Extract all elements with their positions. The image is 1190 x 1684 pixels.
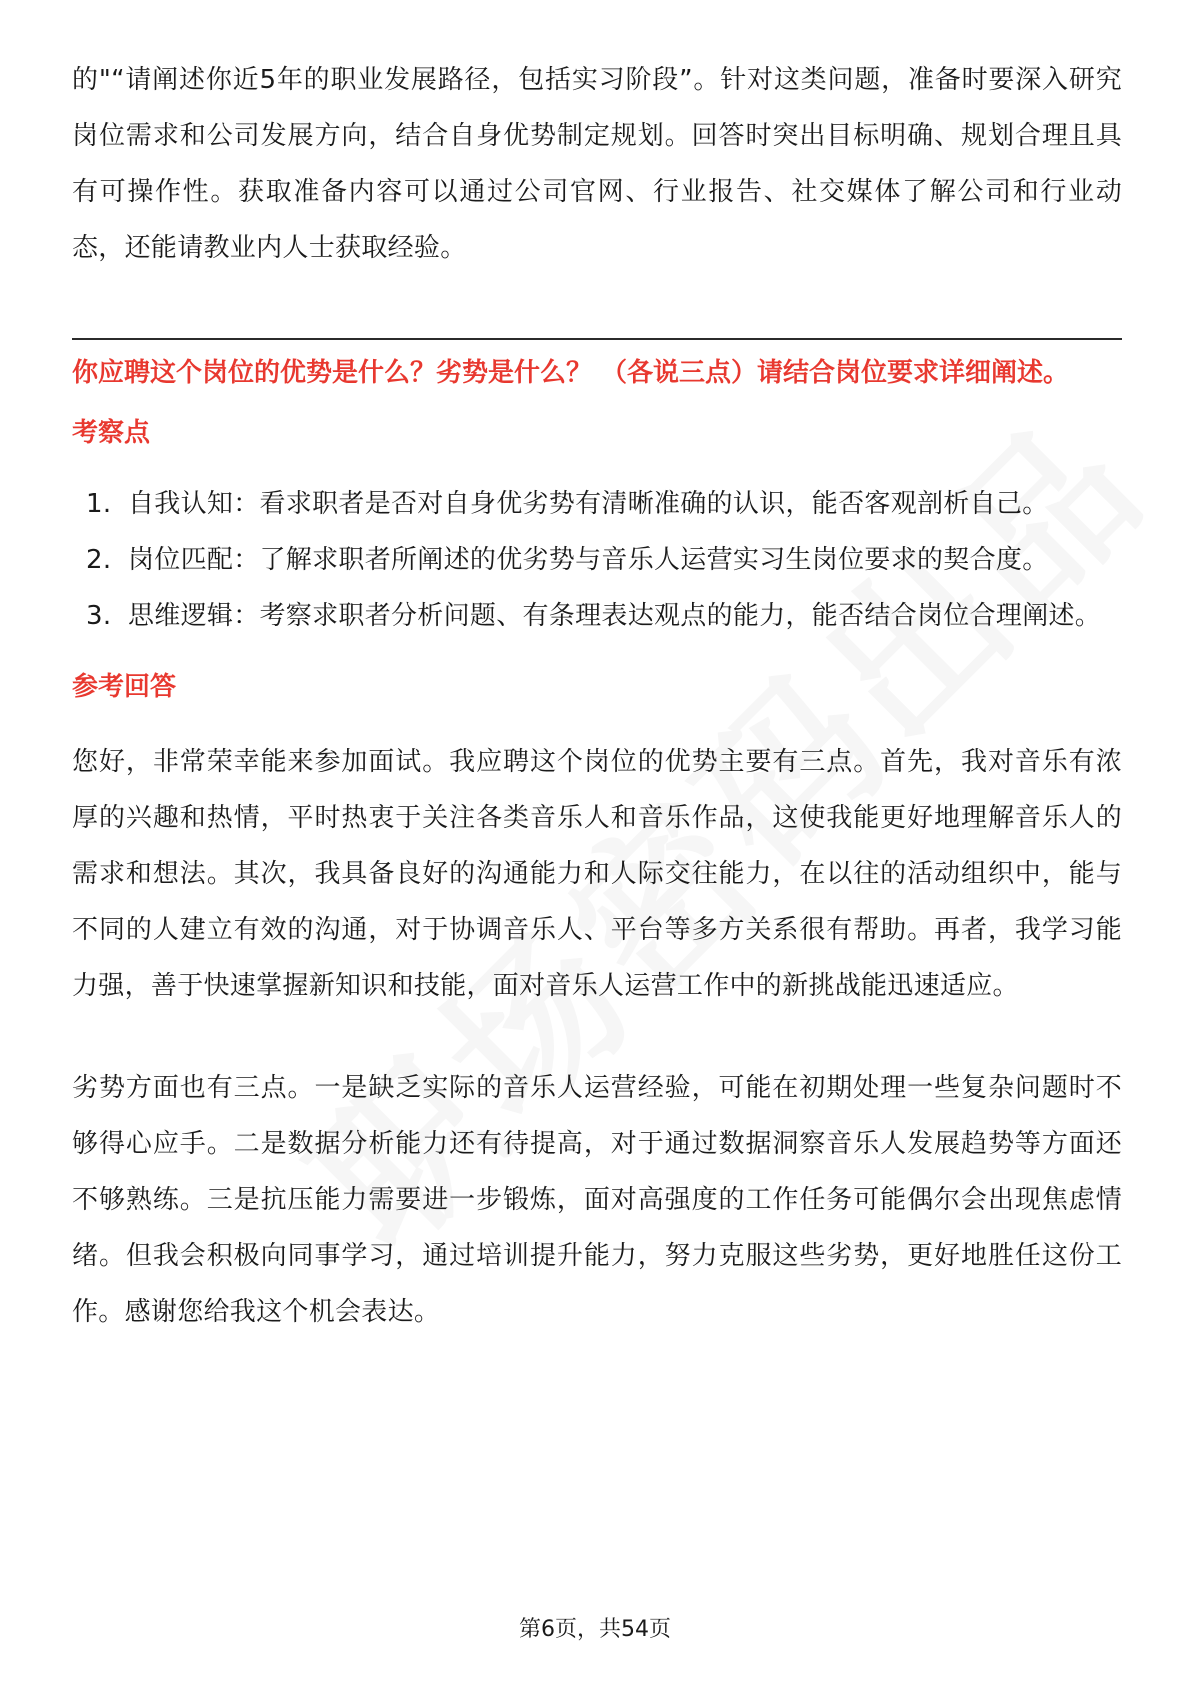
list-item-number: 1. xyxy=(86,489,112,519)
page-number: 第6页，共54页 xyxy=(519,1617,671,1642)
answer-paragraph-weaknesses: 劣势方面也有三点。一是缺乏实际的音乐人运营经验，可能在初期处理一些复杂问题时不够得心应手。二是数据分析能力还有待提高，对于通过数据洞察音乐人发展趋势等方面还不够熟练。三是抗压能力需要进一步锻炼，面对高强度的工作任务可能偶尔会出现焦虑情绪。但我会积极向同事学习，通过培训提升能力，努力克服这些劣势，更好地胜任这份工作。感谢您给我这个机会表达。 xyxy=(72,1073,1122,1327)
list-item-text: 自我认知：看求职者是否对自身优劣势有清晰准确的认识，能否客观剖析自己。 xyxy=(128,489,1049,519)
assessment-list xyxy=(72,476,1122,644)
section-divider xyxy=(72,338,1122,340)
list-item-number: 2. xyxy=(86,545,112,575)
question-heading: 你应聘这个岗位的优势是什么？劣势是什么？ （各说三点）请结合岗位要求详细阐述。 xyxy=(72,358,1070,388)
list-item xyxy=(72,588,1122,644)
answer-paragraph-strengths: 您好，非常荣幸能来参加面试。我应聘这个岗位的优势主要有三点。首先，我对音乐有浓厚的兴趣和热情，平时热衷于关注各类音乐人和音乐作品，这使我能更好地理解音乐人的需求和想法。其次，我具备良好的沟通能力和人际交往能力，在以往的活动组织中，能与不同的人建立有效的沟通，对于协调音乐人、平台等多方关系很有帮助。再者，我学习能力强，善于快速掌握新知识和技能，面对音乐人运营工作中的新挑战能迅速适应。 xyxy=(72,747,1122,1001)
list-item-text: 岗位匹配：了解求职者所阐述的优劣势与音乐人运营实习生岗位要求的契合度。 xyxy=(128,545,1049,575)
list-item-number: 3. xyxy=(86,601,112,631)
list-item xyxy=(72,532,1122,588)
reference-heading: 参考回答 xyxy=(72,672,177,702)
list-item xyxy=(72,476,1122,532)
intro-paragraph: 的"“请阐述你近5年的职业发展路径，包括实习阶段”。针对这类问题，准备时要深入研究岗位需求和公司发展方向，结合自身优势制定规划。回答时突出目标明确、规划合理且具有可操作性。获取准备内容可以通过公司官网、行业报告、社交媒体了解公司和行业动态，还能请教业内人士获取经验。 xyxy=(72,65,1122,263)
document-page xyxy=(72,52,1122,1340)
list-item-text: 思维逻辑：考察求职者分析问题、有条理表达观点的能力，能否结合岗位合理阐述。 xyxy=(128,601,1102,631)
assessment-heading: 考察点 xyxy=(72,418,151,448)
